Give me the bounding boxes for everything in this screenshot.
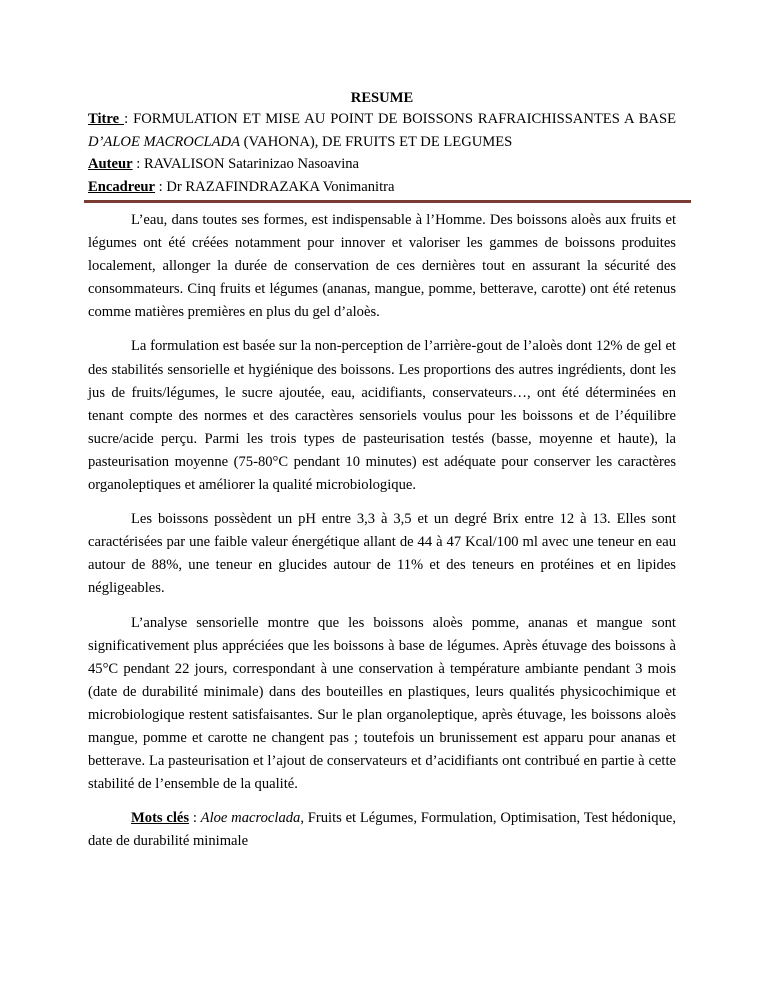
encadreur-value: : Dr RAZAFINDRAZAKA Vonimanitra bbox=[155, 178, 395, 195]
titre-text: FORMULATION ET MISE AU POINT DE BOISSONS RAFRAICHISSANTES A BASE bbox=[133, 111, 677, 127]
encadreur-line bbox=[88, 176, 676, 199]
header-block bbox=[88, 108, 676, 198]
abstract-paragraph: L’eau, dans toutes ses formes, est indispensable à l’Homme. Des boissons aloès aux fruits et légumes ont été créées notamment pour innover et valoriser les gammes de boissons produites localement, allonger la durée de conservation de ces dernières tout en assurant la sécurité des consommateurs. Cinq fruits et légumes (ananas, mangue, pomme, betterave, carotte) ont été retenus comme matières premières en plus du gel d’aloès. bbox=[88, 212, 676, 321]
titre-separator: : bbox=[124, 111, 134, 127]
titre-text-end: (VAHONA), DE FRUITS ET DE LEGUMES bbox=[240, 133, 513, 150]
titre-label: Titre bbox=[88, 111, 125, 127]
keywords-line bbox=[88, 807, 676, 853]
titre-species: D’ALOE MACROCLADA bbox=[88, 133, 241, 150]
resume-heading: RESUME bbox=[350, 90, 414, 106]
auteur-label: Auteur bbox=[88, 156, 133, 172]
keywords-label: Mots clés bbox=[131, 810, 190, 827]
keywords-separator: : bbox=[189, 810, 201, 827]
auteur-line bbox=[88, 153, 676, 176]
abstract-paragraph: Les boissons possèdent un pH entre 3,3 à 3,5 et un degré Brix entre 12 à 13. Elles sont caractérisées par une faible valeur énergétique allant de 44 à 47 Kcal/100 ml avec une teneur en eau autour de 88%, une teneur en glucides autour de 11% et des teneurs en protéines et en lipides négligeables. bbox=[88, 511, 676, 597]
keywords-species: Aloe macroclada bbox=[200, 810, 301, 827]
auteur-value: : RAVALISON Satarinizao Nasoavina bbox=[132, 156, 360, 172]
titre-line bbox=[88, 108, 676, 153]
keywords-list: , Fruits et Légumes, Formulation, Optimisation, Test hédonique, date de durabilité minimale bbox=[88, 810, 677, 850]
encadreur-label: Encadreur bbox=[88, 178, 156, 195]
abstract-paragraph: La formulation est basée sur la non-perception de l’arrière-gout de l’aloès dont 12% de gel et des stabilités sensorielle et hygiénique des boissons. Les proportions des autres ingrédients, dont les jus de fruits/légumes, le sucre ajoutée, eau, acidifiants, conservateurs…, ont été déterminées en tenant compte des normes et des caractères sensoriels voulus pour les boissons et de l’équilibre sucre/acide perçu. Parmi les trois types de pasteurisation testés (basse, moyenne et haute), la pasteurisation moyenne (75-80°C pendant 10 minutes) est adéquate pour conserver les caractères organoleptiques et améliorer la qualité microbiologique. bbox=[88, 338, 676, 494]
abstract-paragraph: L’analyse sensorielle montre que les boissons aloès pomme, ananas et mangue sont significativement plus appréciées que les boissons à base de légumes. Après étuvage des boissons à 45°C pendant 22 jours, correspondant à une conservation à température ambiante pendant 3 mois (date de durabilité minimale) dans des bouteilles en plastiques, leurs qualités physicochimique et microbiologique restent satisfaisantes. Sur le plan organoleptique, après étuvage, les boissons aloès mangue, pomme et carotte ne changent pas ; toutefois un brunissement est apparu pour ananas et betterave. La pasteurisation et l’ajout de conservateurs et d’acidifiants ont contribué en partie à cette stabilité de l’ensemble de la qualité. bbox=[88, 614, 676, 793]
header-divider bbox=[84, 200, 691, 203]
abstract-body bbox=[88, 209, 676, 864]
